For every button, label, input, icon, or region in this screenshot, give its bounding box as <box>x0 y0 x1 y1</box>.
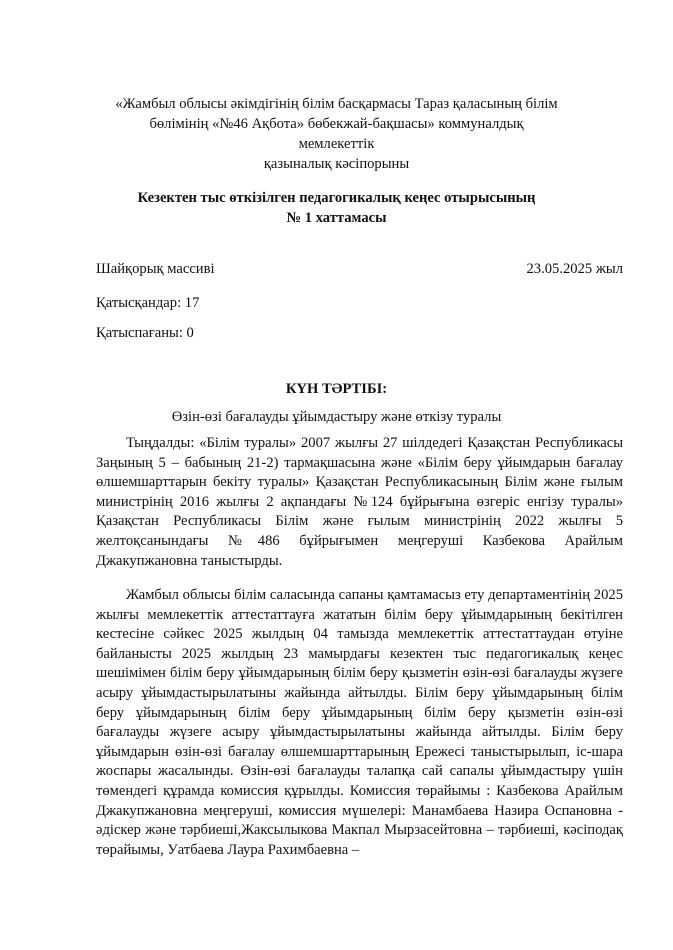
org-line-1: «Жамбыл облысы әкімдігінің білім басқармасы Тараз қаласының білім <box>115 96 558 112</box>
location-date-row <box>96 261 623 281</box>
organization-header <box>110 94 563 174</box>
present-count: Қатысқандар: 17 <box>96 295 200 311</box>
document-title <box>110 188 563 228</box>
org-line-3: қазыналық кәсіпорыны <box>263 156 410 172</box>
title-line-1: Кезектен тыс өткізілген педагогикалық кеңес отырысының <box>137 190 536 206</box>
title-line-2: № 1 хаттамасы <box>286 210 387 226</box>
agenda-subject: Өзін-өзі бағалауды ұйымдастыру және өткізу туралы <box>171 409 502 425</box>
location-text: Шайқорық массиві <box>96 261 215 277</box>
agenda-heading: КҮН ТӘРТІБІ: <box>285 381 388 397</box>
date-text: 23.05.2025 жыл <box>526 261 623 277</box>
body-paragraph-1: Тыңдалды: «Білім туралы» 2007 жылғы 27 шілдедегі Қазақстан Республикасы Заңының 5 – бабының 21-2) тармақшасына және «Білім беру ұйымдарын бағалау өлшемшарттарын бекіту туралы» Қазақстан Республикасының Білім және ғылым министрінің 2016 жылғы 2 ақпандағы №124 бұйрығына өзгеріс енгізу туралы» Қазақстан Республикасы Білім және ғылым министрінің 2022 жылғы 5 желтоқсанындағы №486 бұйрығымен меңгеруші Казбекова Арайлым Джакупжановна таныстырды. <box>96 435 623 569</box>
org-line-2: бөлімінің «№46 Ақбота» бөбекжай-бақшасы» коммуналдық мемлекеттік <box>149 116 524 152</box>
absent-count: Қатыспағаны: 0 <box>96 325 194 341</box>
body-paragraph-2: Жамбыл облысы білім саласында сапаны қамтамасыз ету департаментінің 2025 жылғы мемлекеттік аттестаттауға жататын білім беру ұйымдарының бекітілген кестесіне сәйкес 2025 жылдың 04 тамызда мемлекеттік аттестаттаудан өтуіне байланысты 2025 жылдың 23 мамырдағы кезектен тыс педагогикалық кеңес шешімімен білім беру ұйымдарының білім беру қызметін өзін-өзі бағалауды жүзеге асыру ұйымдастырылатыны жайында айтылды. Білім беру ұйымдарының білім беру ұйымдарының білім беру ұйымдарының білім беру қызметін өзін-өзі бағалауды жүзеге асыру ұйымдастырылатыны жайында айтылды. Білім беру ұйымдарын өзін-өзі бағалау өлшемшарттарының Ережесі таныстырылып, іс-шара жоспары жасалынды. Өзін-өзі бағалауды талапқа сай сапалы ұйымдастыру үшін төмендегі құрамда комиссия құрылды. Комиссия төрайымы : Казбекова Арайлым Джакупжановна меңгеруші, комиссия мүшелері: Манамбаева Назира Оспановна - әдіскер және тәрбиеші,Жаксылыкова Макпал Мырзасейтовна – тәрбиеші, кәсіподақ төрайымы, Уатбаева Лаура Рахимбаевна – <box>96 587 623 858</box>
